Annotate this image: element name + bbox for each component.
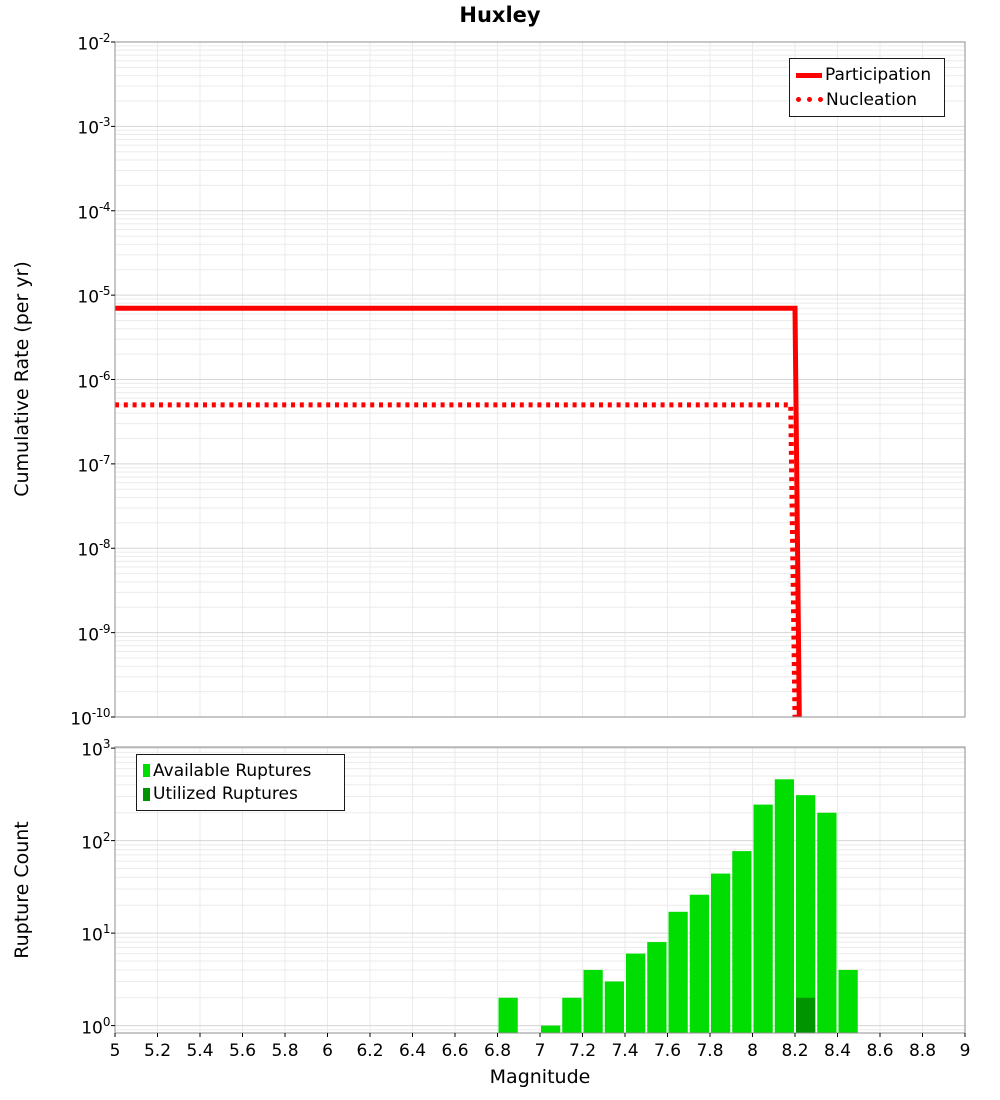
legend-label: Available Ruptures <box>153 760 312 781</box>
x-tick-label: 8.6 <box>866 1041 894 1061</box>
available-ruptures-swatch <box>143 764 150 777</box>
x-tick-label: 6.4 <box>398 1041 427 1061</box>
available-ruptures-bar <box>584 970 603 1033</box>
participation-line-swatch <box>796 73 822 78</box>
y-tick-label-count: $10^2$ <box>81 829 110 854</box>
x-tick-label: 9 <box>959 1041 971 1061</box>
x-tick-label: 5.2 <box>143 1041 172 1061</box>
x-axis-title: Magnitude <box>489 1066 591 1088</box>
available-ruptures-bar <box>605 981 624 1032</box>
legend-item-available <box>143 761 338 781</box>
legend-rate <box>789 58 945 117</box>
x-tick-label: 5 <box>109 1041 121 1061</box>
x-tick-label: 7.8 <box>696 1041 724 1061</box>
legend-ruptures <box>136 754 345 811</box>
y-axis-title-top: Cumulative Rate (per yr) <box>11 261 33 497</box>
legend-label: Utilized Ruptures <box>153 784 298 805</box>
x-tick-label: 5.4 <box>186 1041 214 1061</box>
x-tick-label: 8.2 <box>781 1041 809 1061</box>
legend-item-utilized <box>143 784 338 804</box>
available-ruptures-bar <box>499 998 518 1033</box>
available-ruptures-bar <box>711 874 730 1033</box>
available-ruptures-bar <box>690 895 709 1033</box>
x-tick-label: 5.8 <box>271 1041 299 1061</box>
available-ruptures-bar <box>732 851 751 1032</box>
y-tick-label-rate: $10^{-3}$ <box>77 115 110 140</box>
x-tick-label: 7.6 <box>653 1041 682 1061</box>
x-tick-label: 6.8 <box>483 1041 512 1061</box>
y-tick-label-rate: $10^{-6}$ <box>77 368 110 393</box>
utilized-ruptures-swatch <box>143 788 150 801</box>
available-ruptures-bar <box>817 813 836 1033</box>
x-tick-label: 6.2 <box>356 1041 384 1061</box>
y-tick-label-rate: $10^{-4}$ <box>77 199 110 224</box>
utilized-ruptures-bar <box>796 998 815 1033</box>
y-tick-label-rate: $10^{-10}$ <box>70 706 110 730</box>
x-tick-label: 7.4 <box>611 1041 639 1061</box>
y-tick-label-count: $10^3$ <box>81 737 110 761</box>
x-tick-label: 8.4 <box>823 1041 852 1061</box>
legend-label: Nucleation <box>826 89 918 110</box>
y-tick-label-rate: $10^{-2}$ <box>77 31 110 55</box>
available-ruptures-bar <box>754 805 773 1033</box>
y-tick-label-rate: $10^{-9}$ <box>77 621 110 646</box>
chart-title: Huxley <box>459 3 541 27</box>
y-tick-label-rate: $10^{-7}$ <box>77 452 110 477</box>
x-tick-label: 6.6 <box>441 1041 469 1061</box>
legend-label: Participation <box>825 65 932 86</box>
legend-item-participation <box>796 65 938 85</box>
available-ruptures-bar <box>541 1026 560 1033</box>
available-ruptures-bar <box>839 970 858 1033</box>
x-tick-label: 8 <box>747 1041 758 1061</box>
available-ruptures-bar <box>562 998 581 1033</box>
x-tick-label: 7.2 <box>568 1041 597 1061</box>
x-tick-label: 7 <box>534 1041 546 1061</box>
y-tick-label-rate: $10^{-8}$ <box>77 537 110 561</box>
y-tick-label-count: $10^1$ <box>81 922 110 946</box>
y-tick-label-rate: $10^{-5}$ <box>77 284 110 308</box>
available-ruptures-bar <box>775 779 794 1032</box>
x-tick-label: 5.6 <box>228 1041 257 1061</box>
available-ruptures-bar <box>669 912 688 1033</box>
y-axis-title-bottom: Rupture Count <box>11 821 33 959</box>
legend-item-nucleation <box>796 90 938 110</box>
available-ruptures-bar <box>796 795 815 1032</box>
participation-line <box>115 308 799 717</box>
x-tick-label: 8.8 <box>908 1041 937 1061</box>
available-ruptures-bar <box>647 942 666 1032</box>
y-tick-label-count: $10^0$ <box>81 1014 110 1039</box>
available-ruptures-bar <box>626 954 645 1033</box>
nucleation-line-swatch <box>796 97 823 102</box>
x-tick-label: 6 <box>322 1041 333 1061</box>
